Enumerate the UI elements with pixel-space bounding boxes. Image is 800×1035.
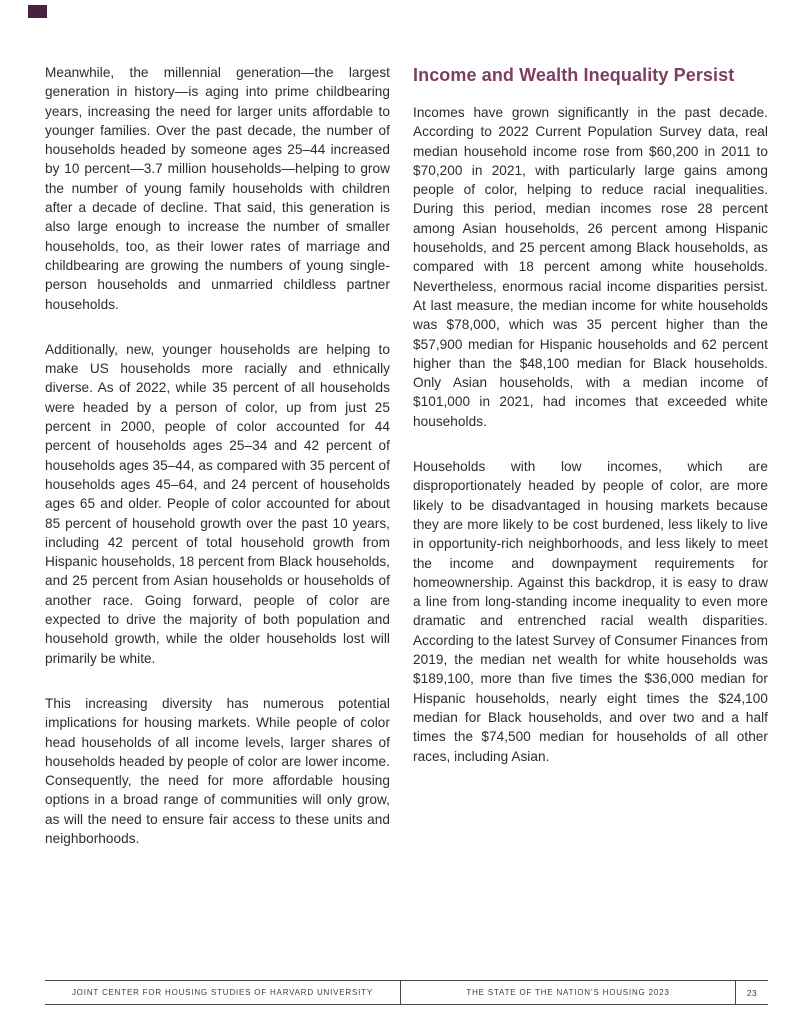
page-edge-tab (28, 5, 47, 18)
body-paragraph: Additionally, new, younger households are helping to make US households more racially and ethnically diverse. As of 2022, while 35 percent of all households were headed by a person of color, up from just 25 percent in 2000, people of color accounted for 44 percent of households ages 25–34 and 42 percent of households ages 35–44, as compared with 35 percent of households ages 45–64, and 24 percent of households ages 65 and older. People of color accounted for about 85 percent of household growth over the past 10 years, including 42 percent of total household growth from Hispanic households, 18 percent from Black households, and 25 percent from Asian households or households of another race. Going forward, people of color are expected to drive the majority of both population and household growth, while the older households lost will primarily be white. (45, 341, 391, 666)
body-paragraph: Meanwhile, the millennial generation—the largest generation in history—is aging into prime childbearing years, increasing the need for larger units affordable to younger families. Over the past decade, the number of households headed by someone ages 25–44 increased by 10 percent—3.7 million households—helping to grow the number of young family households with children after a decade of decline. That said, this generation is also large enough to increase the number of smaller households, too, as their lower rates of marriage and childbearing are growing the numbers of young single-person households and unmarried childless partner households. (45, 65, 390, 312)
page-content (45, 63, 768, 848)
section-heading: Income and Wealth Inequality Persist (413, 65, 735, 85)
left-column (45, 63, 390, 848)
body-paragraph: This increasing diversity has numerous potential implications for housing markets. While people of color head households of all income levels, larger shares of households headed by people of color are lower income. Consequently, the need for more affordable housing options in a broad range of communities will only grow, as will the need to ensure fair access to these units and neighborhoods. (45, 695, 390, 846)
footer-publisher: JOINT CENTER FOR HOUSING STUDIES OF HARVARD UNIVERSITY (71, 988, 373, 997)
page-number: 23 (735, 981, 768, 1004)
body-paragraph: Households with low incomes, which are disproportionately headed by people of color, are more likely to be disadvantaged in housing markets because they are more likely to be cost burdened, less likely to live in opportunity-rich neighborhoods, and less likely to meet the income and downpayment requirements for homeownership. Against this backdrop, it is easy to draw a line from long-standing income inequality to even more dramatic and entrenched racial wealth disparities. According to the latest Survey of Consumer Finances from 2019, the median net wealth for white households was $189,100, more than five times the $36,000 median for Hispanic households, nearly eight times the $24,100 median for Black households, and over two and a half times the $74,500 median for households of all other races, including Asian. (413, 459, 768, 764)
page-footer (45, 980, 768, 1005)
right-column (413, 63, 768, 848)
footer-report-title: THE STATE OF THE NATION’S HOUSING 2023 (400, 981, 735, 1004)
body-paragraph: Incomes have grown significantly in the past decade. According to 2022 Current Population Survey data, real median household income rose from $60,200 in 2011 to $70,200 in 2021, with particularly large gains among people of color, helping to reduce racial inequalities. During this period, median incomes rose 28 percent among Asian households, 26 percent among Hispanic households, and 25 percent among Black households, as compared with 18 percent among white households. Nevertheless, enormous racial income disparities persist. At last measure, the median income for white households was $78,000, which was 35 percent higher than the $57,900 median for Hispanic households and 62 percent higher than the $48,100 median for Black households. Only Asian households, with a median income of $101,000 in 2021, had incomes that exceeded white households. (413, 105, 768, 429)
